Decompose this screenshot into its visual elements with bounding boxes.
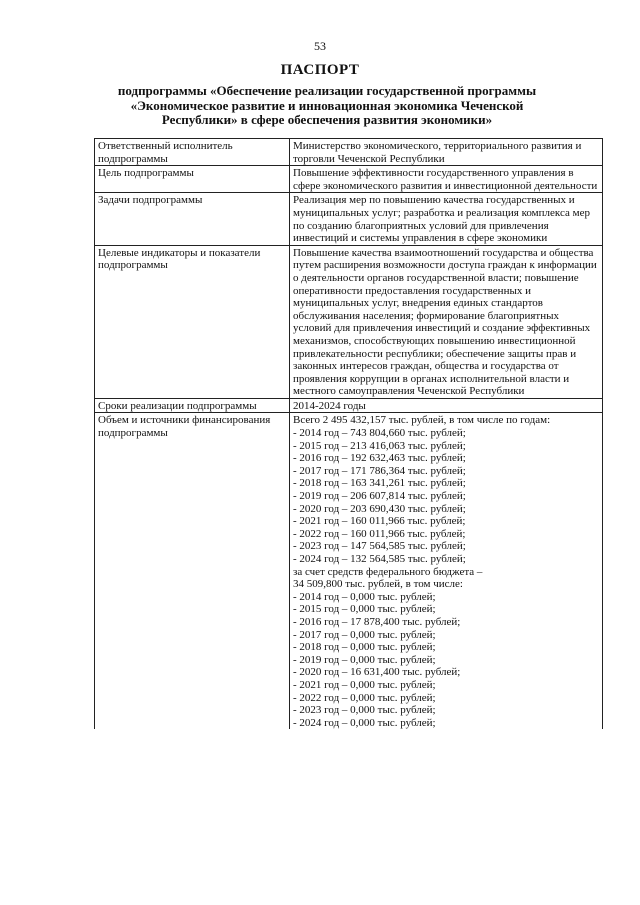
financing-line: - 2019 год – 0,000 тыс. рублей; xyxy=(293,653,436,666)
financing-line: - 2017 год – 171 786,364 тыс. рублей; xyxy=(293,464,466,477)
row-value: 2014-2024 годы xyxy=(290,398,603,413)
financing-line: - 2023 год – 147 564,585 тыс. рублей; xyxy=(293,540,466,553)
financing-line: - 2023 год – 0,000 тыс. рублей; xyxy=(293,704,436,717)
document-subtitle: подпрограммы «Обеспечение реализации государственной программы «Экономическое развитие и инновационная экономика Чеченской Республики» в сфере обеспечения развития экономики» xyxy=(117,83,537,127)
financing-line: за счет средств федерального бюджета – xyxy=(293,565,483,578)
financing-line: - 2016 год – 17 878,400 тыс. рублей; xyxy=(293,615,461,628)
financing-line: - 2021 год – 160 011,966 тыс. рублей; xyxy=(293,515,466,528)
financing-line: - 2014 год – 0,000 тыс. рублей; xyxy=(293,590,436,603)
row-label: Цель подпрограммы xyxy=(95,166,290,193)
financing-line: - 2018 год – 0,000 тыс. рублей; xyxy=(293,641,436,654)
financing-line: - 2018 год – 163 341,261 тыс. рублей; xyxy=(293,477,466,490)
row-value: Повышение эффективности государственного управления в сфере экономического развития и инвестиционной деятельности xyxy=(290,166,603,193)
page-number: 53 xyxy=(314,39,326,53)
financing-line: - 2022 год – 0,000 тыс. рублей; xyxy=(293,691,436,704)
financing-line: - 2020 год – 16 631,400 тыс. рублей; xyxy=(293,666,461,679)
table-row xyxy=(95,139,603,166)
table-row xyxy=(95,166,603,193)
row-label: Ответственный исполнитель подпрограммы xyxy=(95,139,290,166)
row-label: Сроки реализации подпрограммы xyxy=(95,398,290,413)
financing-line: - 2015 год – 0,000 тыс. рублей; xyxy=(293,603,436,616)
row-value: Министерство экономического, территориального развития и торговли Чеченской Республики xyxy=(290,139,603,166)
financing-line: - 2014 год – 743 804,660 тыс. рублей; xyxy=(293,427,466,440)
row-value: Реализация мер по повышению качества государственных и муниципальных услуг; разработка и реализация комплекса мер по созданию благоприятных условий для привлечения инвестиций и системы управления в сфере экономики xyxy=(290,193,603,245)
document-title: ПАСПОРТ xyxy=(280,62,360,78)
row-label: Целевые индикаторы и показатели подпрограммы xyxy=(95,245,290,398)
financing-line: - 2022 год – 160 011,966 тыс. рублей; xyxy=(293,527,466,540)
financing-line: 34 509,800 тыс. рублей, в том числе: xyxy=(293,578,463,591)
financing-line: - 2021 год – 0,000 тыс. рублей; xyxy=(293,678,436,691)
table-row xyxy=(95,398,603,413)
table-row xyxy=(95,245,603,398)
financing-line: - 2017 год – 0,000 тыс. рублей; xyxy=(293,628,436,641)
financing-line: - 2020 год – 203 690,430 тыс. рублей; xyxy=(293,502,466,515)
financing-line: - 2024 год – 0,000 тыс. рублей; xyxy=(293,716,436,729)
passport-table xyxy=(94,138,603,729)
financing-line: Всего 2 495 432,157 тыс. рублей, в том числе по годам: xyxy=(293,414,551,427)
financing-lines xyxy=(290,413,603,729)
table-row xyxy=(95,193,603,245)
financing-line: - 2024 год – 132 564,585 тыс. рублей; xyxy=(293,553,466,565)
financing-line: - 2015 год – 213 416,063 тыс. рублей; xyxy=(293,439,466,452)
row-value: Повышение качества взаимоотношений государства и общества путем расширения возможности доступа граждан к информации о деятельности органов государственной власти; повышение оперативности предоставления государственных и муниципальных услуг, внедрения единых стандартов обслуживания населения; формирование благоприятных условий для привлечения инвестиций и создание эффективных механизмов, способствующих повышению инвестиционной привлекательности республики; обеспечение защиты прав и законных интересов граждан, общества и государства от проявления коррупции в органах исполнительной власти и местного самоуправления Чеченской Республики xyxy=(290,245,603,398)
financing-line: - 2019 год – 206 607,814 тыс. рублей; xyxy=(293,490,466,503)
row-label: Объем и источники финансирования подпрограммы xyxy=(95,413,290,729)
row-label: Задачи подпрограммы xyxy=(95,193,290,245)
financing-line: - 2016 год – 192 632,463 тыс. рублей; xyxy=(293,452,466,465)
table-row xyxy=(95,413,603,729)
